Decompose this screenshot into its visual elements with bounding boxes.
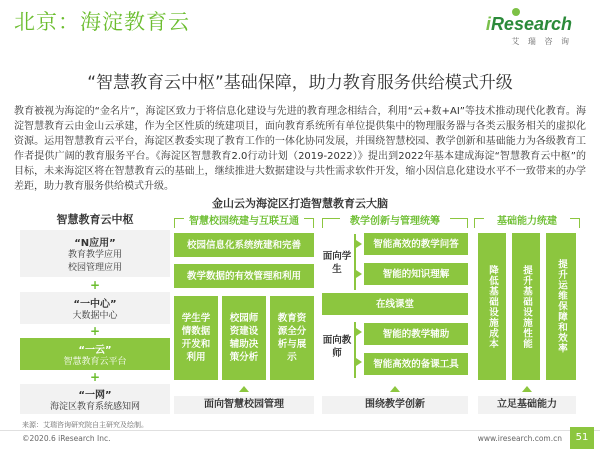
teaching-box-prep-tools: 智能高效的备课工具 <box>364 353 468 375</box>
source-note: 来源：艾瑞咨询研究院自主研究及绘制。 <box>22 421 148 429</box>
arrow-right-icon <box>356 358 362 366</box>
teaching-box-online-class: 在线课堂 <box>322 293 468 315</box>
block-one-center: “一中心” 大数据中心 <box>20 292 170 324</box>
iresearch-logo <box>482 6 572 46</box>
up-arrow-icon <box>522 386 532 392</box>
page-number: 51 <box>570 427 594 449</box>
arrow-right-icon <box>356 328 362 336</box>
campus-box-resource-display: 教育资源全分析与展示 <box>270 296 314 380</box>
section-campus-title: 智慧校园统建与互联互通 <box>184 212 304 227</box>
infra-box-ops: 提升运维保障和效率 <box>546 233 576 380</box>
body-paragraph: 教育被视为海淀的“金名片”，海淀区致力于将信息化建设与先进的教育理念相结合，利用“云+数+AI”等技术推动现代化教育。海淀智慧教育云由金山云承建，作为全区性质的统建项目，面向教育系统所有单位提供集中的物理服务器与各类云服务相关的虚拟化资源。运用智慧教育云平台，海淀区教委实现了教育工作的一体化协同发展，并围绕智慧校园、教学创新和基础能力为各级教育工作者提供广阔的教育服务平台。《海淀区智慧教育2.0行动计划（2019-2022）》提出到2022年基本建成海淀“智慧教育云中枢”的目标，未来海淀区将在智慧教育云的基础上，继续推进大数据建设与共性需求软件开发，缩小因信息化建设水平不一致带来的办学差距，助力教育服务供给模式升级。 <box>14 106 586 192</box>
arrow-right-icon <box>356 270 362 278</box>
plus-sign: + <box>89 278 101 292</box>
block-n-apps: “N应用” 教育教学应用 校园管理应用 <box>20 230 170 277</box>
campus-box-student-data: 学生学情数据开发和利用 <box>174 296 218 380</box>
bottom-label-infra: 立足基础能力 <box>478 396 576 414</box>
diagram-title: 金山云为海淀区打造智慧教育云大脑 <box>212 197 388 210</box>
page-subtitle: “智慧教育云中枢”基础保障，助力教育服务供给模式升级 <box>87 73 513 93</box>
up-arrow-icon <box>239 386 249 392</box>
bottom-label-campus: 面向智慧校园管理 <box>174 396 314 414</box>
block-one-cloud: “一云” 智慧教育云平台 <box>20 338 170 370</box>
up-arrow-icon <box>390 386 400 392</box>
teacher-label: 面向教师 <box>322 335 352 359</box>
student-label: 面向学生 <box>322 251 352 275</box>
arrow-right-icon <box>356 240 362 248</box>
plus-sign: + <box>89 324 101 338</box>
section-infra-title: 基础能力统建 <box>484 212 570 227</box>
footer-website: www.iresearch.com.cn <box>477 434 562 443</box>
footer-copyright: ©2020.6 iResearch Inc. <box>22 434 111 443</box>
infra-box-cost: 降低基础设施成本 <box>478 233 506 380</box>
page-title: 北京：海淀教育云 <box>14 10 190 34</box>
plus-sign: + <box>89 370 101 384</box>
logo-subtext: 艾 瑞 咨 询 <box>511 37 572 46</box>
campus-box-systems: 校园信息化系统统建和完善 <box>174 233 314 257</box>
logo-wordmark: iResearch <box>485 14 572 34</box>
campus-box-data: 教学数据的有效管理和利用 <box>174 264 314 288</box>
teaching-box-assist: 智能的教学辅助 <box>364 323 468 345</box>
footer-divider <box>0 430 600 431</box>
campus-box-teacher-analysis: 校园师资建设辅助决策分析 <box>222 296 266 380</box>
block-one-network: “一网” 海淀区教育系统感知网 <box>20 384 170 414</box>
section-teaching-title: 教学创新与管理统筹 <box>340 212 450 227</box>
teaching-box-qa: 智能高效的教学问答 <box>364 233 468 255</box>
infra-box-performance: 提升基础设施性能 <box>512 233 540 380</box>
teaching-box-knowledge: 智能的知识理解 <box>364 263 468 285</box>
bottom-label-teaching: 围绕教学创新 <box>322 396 468 414</box>
left-column-title: 智慧教育云中枢 <box>56 213 134 226</box>
